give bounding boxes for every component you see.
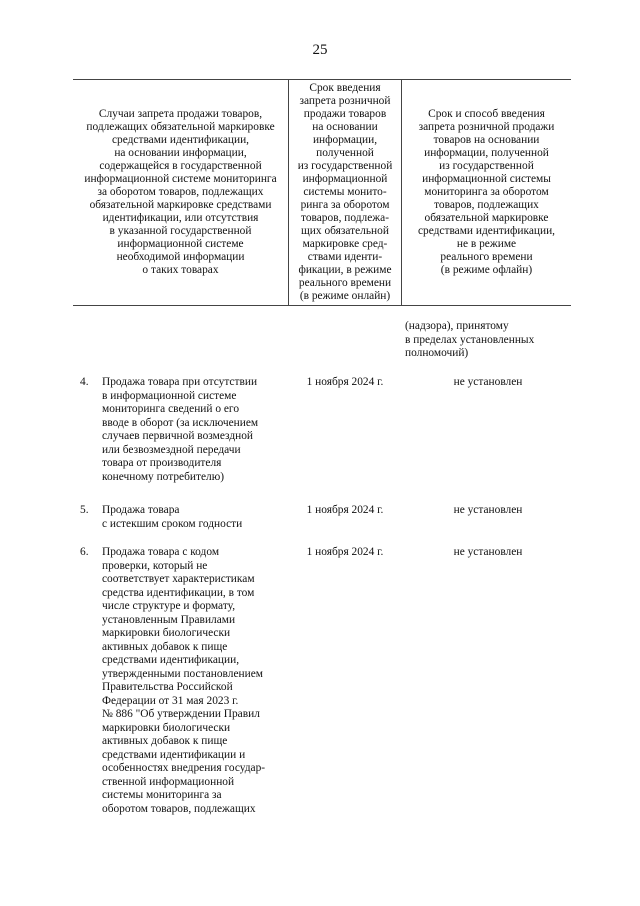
header-offline-deadline-column: Срок и способ введения запрета розничной продажи товаров на основании информации, полученной из государственной информационной системы мониторинга за оборотом товаров, подлежащих обязательной маркировке средствами идентификации, не в режиме реального времени (в режиме офлайн) [417,108,556,276]
table-header [73,79,571,306]
page-number: 25 [312,42,328,58]
row-description: Продажа товара с кодом проверки, который не соответствует характеристикам средства идентификации, в том числе структуре и формату, установленным Правилами маркировки биологически активных добавок к пище средствами идентификации, утвержденными постановлением Правительства Российской Федерации от 31 мая 2023 г. № 886 "Об утверждении Правил маркировки биологически активных добавок к пище средствами идентификации и особенностях внедрения государ- ственной информационной системы мониторинга за оборотом товаров, подлежащих [102,546,266,815]
row-description: Продажа товара с истекшим сроком годности [102,504,243,530]
header-cases-column: Случаи запрета продажи товаров, подлежащих обязательной маркировке средствами идентификации, на основании информации, содержащейся в государственной информационной системе мониторинга за оборотом товаров, подлежащих обязательной маркировке средствами идентификации, или отсутствия в указанной государственной информационной системе необходимой информации о таких товарах [84,108,277,276]
row-number: 5. [80,504,89,516]
row-number: 6. [80,546,89,558]
row-online-date: 1 ноября 2024 г. [306,504,384,516]
row-online-date: 1 ноября 2024 г. [306,546,384,558]
row-online-date: 1 ноября 2024 г. [306,376,384,388]
continuation-text: (надзора), принятому в пределах установленных полномочий) [405,320,535,359]
row-offline-status: не установлен [453,504,523,516]
row-number: 4. [80,376,89,388]
header-online-deadline-column: Срок введения запрета розничной продажи товаров на основании информации, полученной из государственной информационной системы монито- ринга за оборотом товаров, подлежа- щих обязательной маркировке сред- ствами иденти- фикации, в режиме реального времени (в режиме онлайн) [297,82,393,302]
row-description: Продажа товара при отсутствии в информационной системе мониторинга сведений о его вводе в оборот (за исключением случаев первичной возмездной или безвозмездной передачи товара от производителя конечному потребителю) [102,376,259,483]
row-offline-status: не установлен [453,376,523,388]
row-offline-status: не установлен [453,546,523,558]
